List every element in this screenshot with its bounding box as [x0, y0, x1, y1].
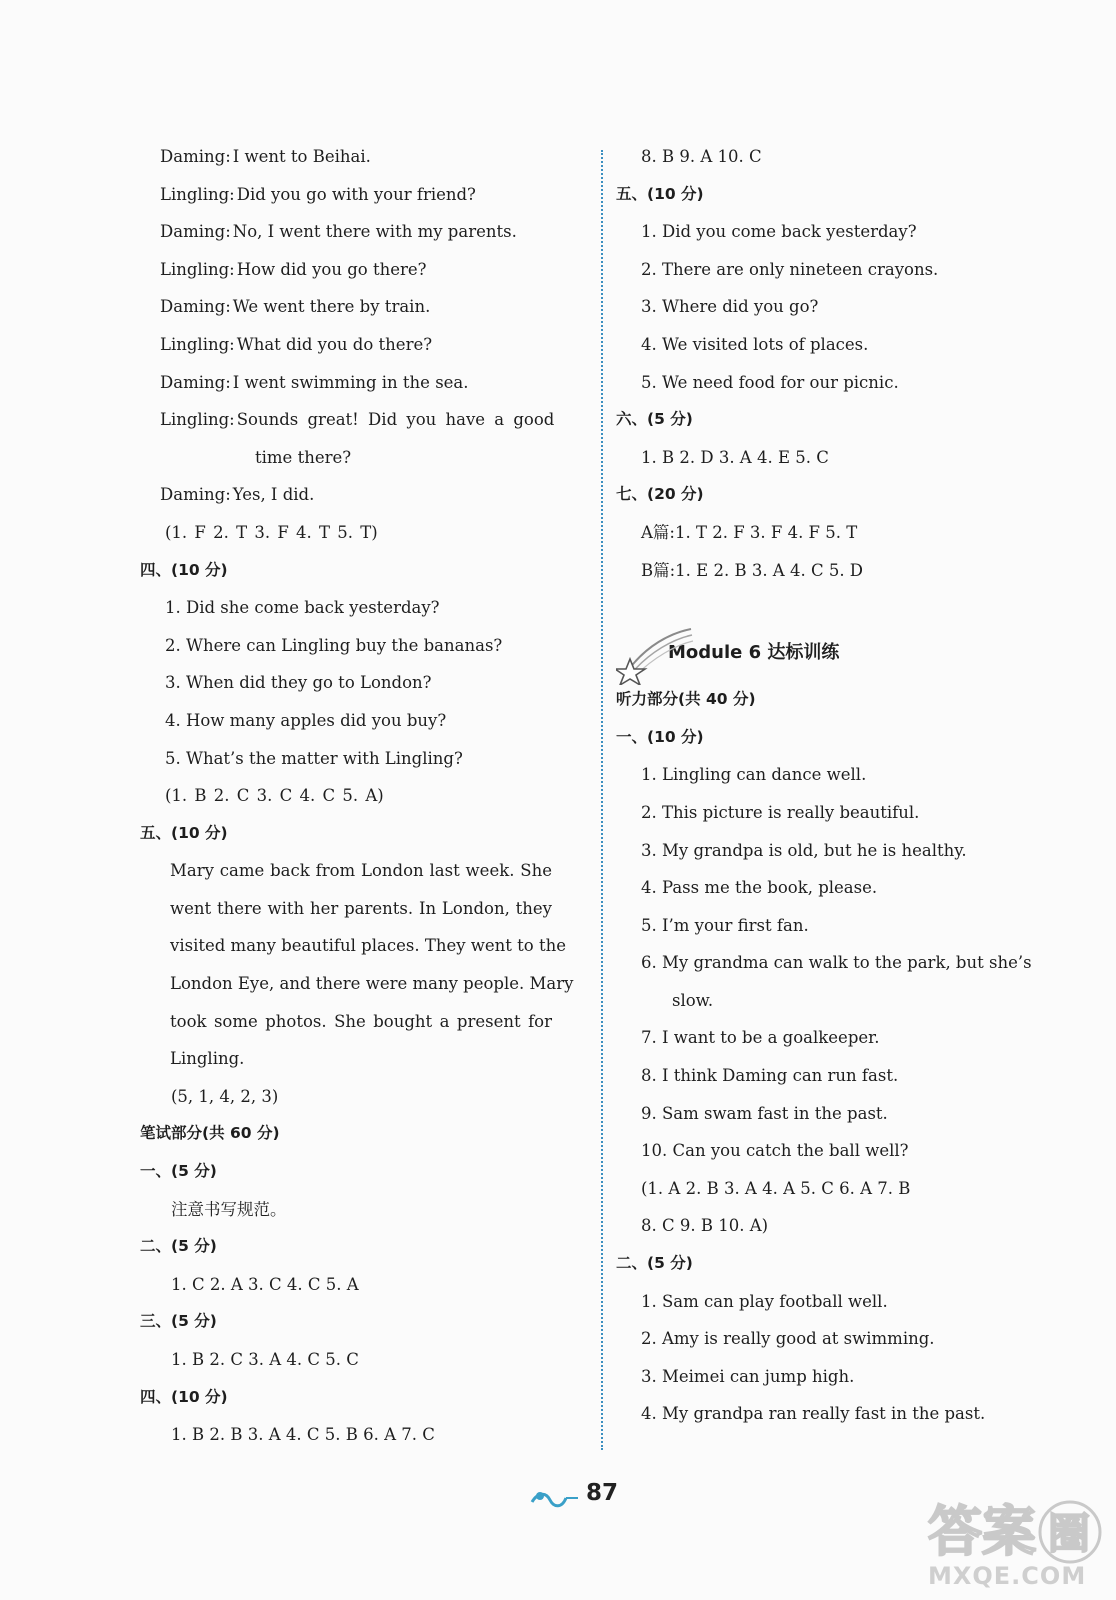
- written-6-answers: 1. B 2. D 3. A 4. E 5. C: [641, 447, 829, 467]
- dialogue-line: [140, 138, 585, 176]
- listening-part-heading: 听力部分(共 40 分): [616, 690, 756, 709]
- dialogue-text: We went there by train.: [232, 297, 431, 317]
- dialogue-colon: :: [229, 410, 235, 430]
- list-item: 5. What’s the matter with Lingling?: [165, 748, 463, 768]
- written-2-heading: 二、(5 分): [140, 1237, 217, 1256]
- paragraph-line: went there with her parents. In London, they: [170, 898, 552, 918]
- list-item: 2. Amy is really good at swimming.: [641, 1329, 935, 1349]
- column-divider: [601, 150, 603, 1450]
- dialogue-colon: :: [225, 147, 231, 166]
- list-item: 2. Where can Lingling buy the bananas?: [165, 635, 503, 655]
- written-5-list: [616, 213, 1076, 401]
- dialogue-line: [140, 364, 585, 402]
- paragraph-line: Mary came back from London last week. She: [170, 861, 552, 881]
- svg-text:答案: 答案: [928, 1500, 1036, 1563]
- list-item: 1. Did she come back yesterday?: [165, 598, 440, 618]
- written-2-answers: 1. C 2. A 3. C 4. C 5. A: [171, 1274, 359, 1294]
- dialogue-colon: :: [225, 222, 231, 242]
- dialogue-speaker: Daming: [160, 485, 226, 505]
- list-item: 4. Pass me the book, please.: [641, 878, 878, 898]
- list-item: 2. This picture is really beautiful.: [641, 802, 920, 822]
- dialogue-line: [140, 213, 585, 251]
- dialogue-line: [140, 288, 585, 326]
- list-item: 1. Sam can play football well.: [641, 1291, 888, 1311]
- section-4-list: [140, 589, 585, 777]
- list-item: 6. My grandma can walk to the park, but she’s: [641, 953, 1032, 973]
- list-item: 3. When did they go to London?: [165, 673, 432, 693]
- written-7-part-b: B篇:1. E 2. B 3. A 4. C 5. D: [641, 560, 864, 580]
- listening-1-answers-cont: 8. C 9. B 10. A): [641, 1216, 769, 1236]
- written-1-text: 注意书写规范。: [171, 1199, 287, 1219]
- dialogue-colon: :: [229, 184, 235, 204]
- module-title-text: Module 6 达标训练: [668, 642, 840, 664]
- paragraph-line: London Eye, and there were many people. Mary: [170, 974, 574, 994]
- section-5-order: (5, 1, 4, 2, 3): [171, 1086, 279, 1106]
- list-item: 2. There are only nineteen crayons.: [641, 259, 939, 279]
- svg-text:圈: 圈: [1048, 1509, 1091, 1558]
- shooting-star-icon: [616, 625, 696, 685]
- dialogue-speaker: Daming: [160, 372, 226, 392]
- dialogue-speaker: Lingling: [160, 259, 230, 279]
- list-item: 5. We need food for our picnic.: [641, 372, 899, 392]
- dialogue-text: I went swimming in the sea.: [232, 372, 469, 392]
- dialogue-line: [140, 326, 585, 364]
- dialogue-speaker: Daming: [160, 297, 226, 317]
- dialogue-line: time there?: [255, 447, 352, 467]
- dialogue-colon: :: [225, 297, 231, 317]
- answers-section-3: (1. F 2. T 3. F 4. T 5. T): [165, 522, 378, 542]
- dialogue-text: How did you go there?: [236, 259, 427, 279]
- page-number: 87: [586, 1480, 619, 1506]
- dialogue-speaker: Lingling: [160, 410, 230, 430]
- list-item: 8. I think Daming can run fast.: [641, 1066, 899, 1086]
- written-4-heading: 四、(10 分): [140, 1387, 228, 1406]
- dialogue-speaker: Daming: [160, 147, 226, 166]
- listening-2-heading: 二、(5 分): [616, 1254, 693, 1273]
- list-item: 10. Can you catch the ball well?: [641, 1141, 909, 1161]
- dialogue-speaker: Daming: [160, 222, 226, 242]
- dialogue: [140, 138, 585, 514]
- dialogue-text: Sounds great! Did you have a good: [236, 410, 555, 430]
- dialogue-text: No, I went there with my parents.: [232, 222, 517, 242]
- list-item: 5. I’m your first fan.: [641, 915, 809, 935]
- dialogue-text: Did you go with your friend?: [236, 184, 476, 204]
- written-5-heading: 五、(10 分): [616, 184, 704, 203]
- written-7-part-a: A篇:1. T 2. F 3. F 4. F 5. T: [641, 522, 858, 542]
- dialogue-colon: :: [225, 372, 231, 392]
- list-item: 4. We visited lots of places.: [641, 334, 869, 354]
- listening-1-answers: (1. A 2. B 3. A 4. A 5. C 6. A 7. B: [641, 1178, 911, 1198]
- dialogue-speaker: Lingling: [160, 184, 230, 204]
- written-4-answers: 1. B 2. B 3. A 4. C 5. B 6. A 7. C: [171, 1425, 435, 1445]
- dialogue-line: [140, 176, 585, 214]
- listening-1-heading: 一、(10 分): [616, 727, 704, 746]
- page-ornament-icon: [530, 1486, 580, 1512]
- written-7-heading: 七、(20 分): [616, 485, 704, 504]
- dialogue-text: Yes, I did.: [232, 485, 315, 505]
- dialogue-line: [140, 476, 585, 514]
- list-item: 7. I want to be a goalkeeper.: [641, 1028, 880, 1048]
- dialogue-line: [140, 401, 600, 439]
- list-item: 1. Lingling can dance well.: [641, 765, 867, 785]
- written-6-heading: 六、(5 分): [616, 410, 693, 429]
- list-item: 4. How many apples did you buy?: [165, 710, 447, 730]
- list-item-cont: slow.: [672, 990, 714, 1010]
- written-4-answers-cont: 8. B 9. A 10. C: [641, 147, 762, 166]
- list-item: 3. Meimei can jump high.: [641, 1366, 855, 1386]
- written-3-answers: 1. B 2. C 3. A 4. C 5. C: [171, 1350, 359, 1369]
- listening-2-list: [616, 1283, 1076, 1433]
- list-item: 3. Where did you go?: [641, 297, 819, 317]
- list-item: 9. Sam swam fast in the past.: [641, 1103, 888, 1123]
- listening-1-list: [616, 756, 1076, 1170]
- dialogue-colon: :: [225, 485, 231, 505]
- dialogue-speaker: Lingling: [160, 334, 230, 354]
- section-5-paragraph: [140, 852, 574, 1078]
- list-item: 3. My grandpa is old, but he is healthy.: [641, 840, 967, 860]
- section-5-heading: 五、(10 分): [140, 823, 228, 842]
- written-part-heading: 笔试部分(共 60 分): [140, 1124, 280, 1143]
- dialogue-text: What did you do there?: [236, 334, 433, 354]
- paragraph-line: Lingling.: [170, 1049, 245, 1069]
- right-column: [616, 138, 1076, 1433]
- dialogue-colon: :: [229, 259, 235, 279]
- dialogue-colon: :: [229, 334, 235, 354]
- list-item: 1. Did you come back yesterday?: [641, 222, 917, 242]
- list-item: 4. My grandpa ran really fast in the past.: [641, 1404, 986, 1424]
- section-4-heading: 四、(10 分): [140, 560, 228, 579]
- answers-section-4: (1. B 2. C 3. C 4. C 5. A): [165, 786, 384, 806]
- dialogue-text: I went to Beihai.: [232, 147, 371, 166]
- watermark-site: MXQE.COM: [928, 1562, 1087, 1590]
- paragraph-line: visited many beautiful places. They went to the: [170, 936, 566, 956]
- written-3-heading: 三、(5 分): [140, 1312, 217, 1331]
- written-1-heading: 一、(5 分): [140, 1162, 217, 1181]
- paragraph-line: took some photos. She bought a present for: [170, 1011, 552, 1031]
- left-column: [140, 138, 585, 1454]
- dialogue-line: [140, 251, 585, 289]
- module-title: [616, 625, 1076, 681]
